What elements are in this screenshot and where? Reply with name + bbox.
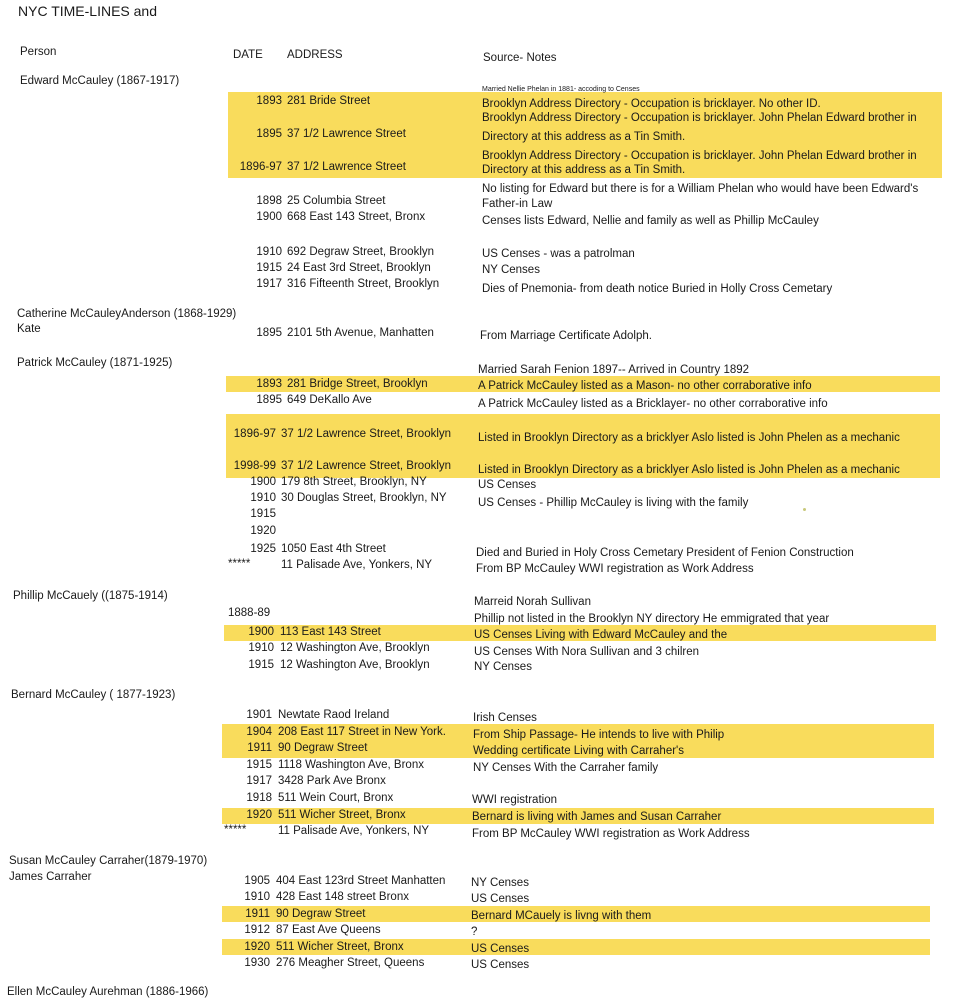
address-b1918: 511 Wein Court, Bronx [278,792,394,804]
notes-pstar: From BP McCauley WWI registration as Work Address [476,563,754,575]
address-b1901: Newtate Raod Ireland [278,709,390,721]
date-ph1915: 1915 [248,659,274,671]
address-e1896: 37 1/2 Lawrence Street [287,161,406,173]
address-b1911: 90 Degraw Street [278,742,368,754]
date-pstar: ***** [228,558,251,570]
date-s1920: 1920 [244,941,270,953]
date-s1910: 1910 [244,891,270,903]
notes-e1898-a: No listing for Edward but there is for a William Phelan who would have been Edward's [482,183,919,195]
person-phillip: Phillip McCauely ((1875-1914) [13,590,168,602]
address-p1910: 30 Douglas Street, Brooklyn, NY [281,492,447,504]
notes-e1915: NY Censes [482,264,540,276]
date-e1915: 1915 [256,262,282,274]
notes-e1895-a: Brooklyn Address Directory - Occupation is bricklayer. John Phelan Edward brother in [482,112,917,124]
note-edward-marriage: Married Nellie Phelan in 1881- accoding to Censes [482,86,640,93]
date-ph1900: 1900 [248,626,274,638]
date-p1896: 1896-97 [233,428,276,440]
address-e1917: 316 Fifteenth Street, Brooklyn [287,278,440,290]
date-b1901: 1901 [246,709,272,721]
date-s1905: 1905 [244,875,270,887]
address-c1895: 2101 5th Avenue, Manhatten [287,327,434,339]
notes-e1898: Father-in Law [482,198,553,210]
notes-e1896-b: Directory at this address as a Tin Smith. [482,164,686,176]
notes-p1893: A Patrick McCauley listed as a Mason- no other corraborative info [478,380,812,392]
date-p1893: 1893 [256,378,282,390]
date-p1900: 1900 [250,476,276,488]
date-e1895: 1895 [256,128,282,140]
notes-ph1888: Phillip not listed in the Brooklyn NY directory He emmigrated that year [474,613,830,625]
address-p1925: 1050 East 4th Street [281,543,386,555]
notes-p1998: Listed in Brooklyn Directory as a bricklyer Aslo listed is John Phelen as a mechanic [478,464,900,476]
person-ellen: Ellen McCauley Aurehman (1886-1966) [7,986,209,998]
notes-s1910: US Censes [471,893,530,905]
notes-s1905: NY Censes [471,877,529,889]
person-kate: Kate [17,323,41,335]
address-b1904: 208 East 117 Street in New York. [278,726,446,738]
notes-c1895: From Marriage Certificate Adolph. [480,330,652,342]
address-p1895: 649 DeKallo Ave [287,394,372,406]
notes-e1896: Brooklyn Address Directory - Occupation is bricklayer. John Phelan Edward brother in [482,150,917,162]
address-e1893: 281 Bride Street [287,95,371,107]
address-e1915: 24 East 3rd Street, Brooklyn [287,262,431,274]
date-p1915: 1915 [250,508,276,520]
person-bernard: Bernard McCauley ( 1877-1923) [11,689,176,701]
date-s1911: 1911 [245,908,270,920]
notes-p1895: A Patrick McCauley listed as a Bricklayer- no other corraborative info [478,398,828,410]
notes-s1920: US Censes [471,943,530,955]
address-p1900: 179 8th Street, Brooklyn, NY [281,476,427,488]
date-bstar: ***** [224,824,247,836]
notes-p1896: Listed in Brooklyn Directory as a bricklyer Aslo listed is John Phelen as a mechanic [478,432,900,444]
notes-e1917: Dies of Pnemonia- from death notice Buried in Holly Cross Cemetary [482,283,833,295]
address-s1910: 428 East 148 street Bronx [276,891,409,903]
address-s1905: 404 East 123rd Street Manhatten [276,875,446,887]
address-s1920: 511 Wicher Street, Bronx [276,941,404,953]
note-phillip-marriage: Marreid Norah Sullivan [474,596,591,608]
notes-s1912: ? [471,926,478,938]
address-e1895: 37 1/2 Lawrence Street [287,128,406,140]
notes-s1930: US Censes [471,959,530,971]
notes-ph1915: NY Censes [474,661,532,673]
address-ph1900: 113 East 143 Street [280,626,381,638]
notes-e1910: US Censes - was a patrolman [482,248,635,260]
date-e1893: 1893 [256,95,282,107]
date-e1917: 1917 [256,278,282,290]
date-b1917: 1917 [246,775,272,787]
date-e1896: 1896-97 [239,161,282,173]
address-pstar: 11 Palisade Ave, Yonkers, NY [281,559,433,571]
address-b1920: 511 Wicher Street, Bronx [278,809,406,821]
address-e1910: 692 Degraw Street, Brooklyn [287,246,435,258]
person-susan: Susan McCauley Carraher(1879-1970) [9,855,208,867]
date-p1920: 1920 [250,525,276,537]
date-e1898: 1898 [256,195,282,207]
address-s1930: 276 Meagher Street, Queens [276,957,425,969]
date-b1918: 1918 [246,792,272,804]
notes-ph1910: US Censes With Nora Sullivan and 3 chilren [474,646,699,658]
address-p1998: 37 1/2 Lawrence Street, Brooklyn [281,460,452,472]
address-s1911: 90 Degraw Street [276,908,366,920]
notes-e1900: Censes lists Edward, Nellie and family as well as Phillip McCauley [482,215,819,227]
notes-b1918: WWI registration [472,794,557,806]
date-s1930: 1930 [244,957,270,969]
notes-b1920: Bernard is living with James and Susan Carraher [472,811,722,823]
address-e1900: 668 East 143 Street, Bronx [287,211,426,223]
date-b1904: 1904 [246,726,272,738]
date-c1895: 1895 [256,327,282,339]
address-p1896: 37 1/2 Lawrence Street, Brooklyn [281,428,452,440]
address-b1915: 1118 Washington Ave, Bronx [278,759,424,771]
address-b1917: 3428 Park Ave Bronx [278,775,386,787]
date-ph1888: 1888-89 [228,607,271,619]
notes-b1901: Irish Censes [473,712,537,724]
header-address: ADDRESS [287,49,343,61]
notes-b1911: Wedding certificate Living with Carraher's [473,745,684,757]
notes-e1893: Brooklyn Address Directory - Occupation is bricklayer. No other ID. [482,98,821,110]
date-s1912: 1912 [244,924,270,936]
notes-b1904: From Ship Passage- He intends to live with Philip [473,729,725,741]
person-edward: Edward McCauley (1867-1917) [20,75,180,87]
date-p1998: 1998-99 [233,460,276,472]
date-ph1910: 1910 [248,642,274,654]
scan-speck [803,508,806,511]
page-title: NYC TIME-LINES and [18,3,158,19]
notes-e1895: Directory at this address as a Tin Smith. [482,131,686,143]
notes-p1910: US Censes - Phillip McCauley is living with the family [478,497,749,509]
person-catherine: Catherine McCauleyAnderson (1868-1929) [17,308,237,320]
address-ph1910: 12 Washington Ave, Brooklyn [280,642,430,654]
address-bstar: 11 Palisade Ave, Yonkers, NY [278,825,430,837]
header-notes: Source- Notes [483,52,557,64]
date-b1920: 1920 [246,809,272,821]
notes-p1925: Died and Buried in Holy Cross Cemetary President of Fenion Construction [476,547,854,559]
person-patrick: Patrick McCauley (1871-1925) [17,357,173,369]
date-e1910: 1910 [256,246,282,258]
notes-s1911: Bernard MCauely is livng with them [471,910,652,922]
address-p1893: 281 Bridge Street, Brooklyn [287,378,428,390]
address-s1912: 87 East Ave Queens [276,924,381,936]
date-b1911: 1911 [247,742,272,754]
address-e1898: 25 Columbia Street [287,195,386,207]
address-ph1915: 12 Washington Ave, Brooklyn [280,659,430,671]
date-e1900: 1900 [256,211,282,223]
date-p1910: 1910 [250,492,276,504]
notes-ph1900: US Censes Living with Edward McCauley and the [474,629,728,641]
person-james: James Carraher [9,871,92,883]
notes-b1915: NY Censes With the Carraher family [473,762,659,774]
date-p1925: 1925 [250,543,276,555]
header-date: DATE [233,49,263,61]
notes-bstar: From BP McCauley WWI registration as Work Address [472,828,750,840]
notes-p1900: US Censes [478,479,537,491]
note-patrick-marriage: Married Sarah Fenion 1897-- Arrived in Country 1892 [478,364,750,376]
date-p1895: 1895 [256,394,282,406]
date-b1915: 1915 [246,759,272,771]
header-person: Person [20,46,57,58]
